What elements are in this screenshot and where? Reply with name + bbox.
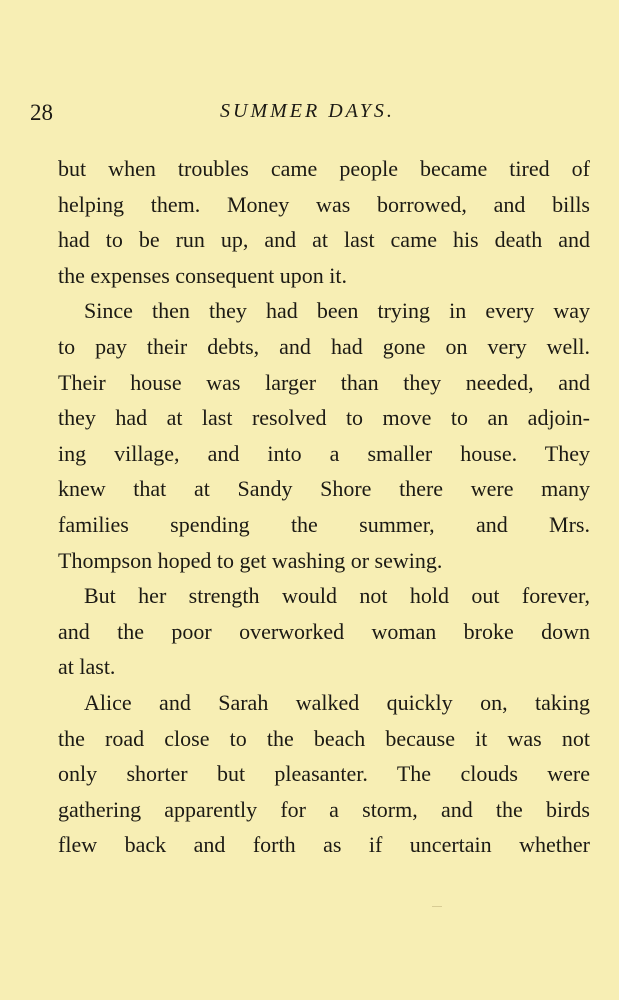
text-line: Thompson hoped to get washing or sewing. — [58, 547, 443, 573]
text-line: helping them. Money was borrowed, and bills — [58, 191, 590, 217]
text-line: families spending the summer, and Mrs. — [58, 511, 590, 537]
page-number: 28 — [30, 100, 53, 125]
text-line: to pay their debts, and had gone on very well. — [58, 333, 590, 359]
text-line: and the poor overworked woman broke down — [58, 618, 590, 644]
text-line: flew back and forth as if uncertain whether — [58, 832, 590, 858]
text-line: at last. — [58, 654, 116, 680]
page-header — [30, 96, 590, 136]
text-line: but when troubles came people became tired of — [58, 156, 590, 181]
text-line: the expenses consequent upon it. — [58, 262, 347, 288]
text-line: had to be run up, and at last came his death and — [58, 227, 590, 253]
text-line: knew that at Sandy Shore there were many — [58, 476, 590, 502]
text-line: Since then they had been trying in every way — [84, 298, 590, 324]
text-line: only shorter but pleasanter. The clouds were — [58, 761, 590, 787]
text-line: they had at last resolved to move to an adjoin- — [58, 405, 590, 431]
text-line: the road close to the beach because it was not — [58, 725, 590, 751]
running-title: SUMMER DAYS. — [220, 100, 395, 122]
text-line: gathering apparently for a storm, and the birds — [58, 796, 590, 822]
text-line: But her strength would not hold out forever, — [84, 583, 590, 609]
text-line: Their house was larger than they needed, and — [58, 369, 590, 395]
paper-speck — [432, 906, 442, 907]
text-line: Alice and Sarah walked quickly on, taking — [84, 689, 590, 715]
body-text — [58, 151, 590, 863]
text-line: ing village, and into a smaller house. They — [58, 440, 590, 466]
